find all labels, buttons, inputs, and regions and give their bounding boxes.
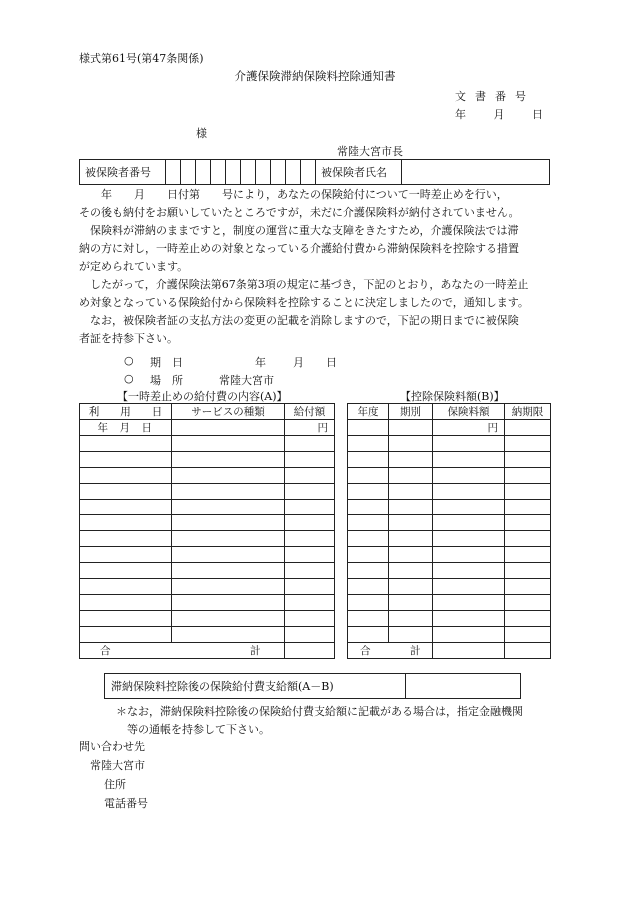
premium-cell[interactable] <box>433 451 505 467</box>
table-row <box>348 499 551 515</box>
period-cell[interactable] <box>389 610 433 626</box>
premium-cell[interactable] <box>433 563 505 579</box>
insured-number-digit[interactable] <box>166 160 181 185</box>
body-line: め対象となっている保険給付から保険料を控除することに決定しましたので，通知します。 <box>79 296 529 309</box>
addressee-suffix: 様 <box>196 127 207 140</box>
premium-cell[interactable] <box>433 515 505 531</box>
service-cell[interactable] <box>172 436 285 452</box>
body-line: 納の方に対し，一時差止めの対象となっている介護給付費から滞納保険料を控除する措置 <box>79 242 519 255</box>
insured-name-field[interactable] <box>402 160 550 185</box>
usage-date-cell[interactable] <box>80 626 172 642</box>
amount-cell[interactable] <box>285 579 335 595</box>
deadline-cell[interactable] <box>505 483 551 499</box>
table-row <box>80 483 335 499</box>
period-cell[interactable] <box>389 467 433 483</box>
table-row <box>80 420 335 436</box>
table-row <box>80 610 335 626</box>
insured-number-digit[interactable] <box>256 160 271 185</box>
period-cell[interactable] <box>389 594 433 610</box>
year-cell[interactable] <box>348 483 389 499</box>
service-cell[interactable] <box>172 515 285 531</box>
total-premium-cell[interactable] <box>433 642 505 658</box>
year-cell[interactable] <box>348 420 389 436</box>
col-period: 期別 <box>389 404 433 420</box>
premium-deduction-table <box>347 403 551 659</box>
doc-number-label: 文書番号 <box>455 90 535 103</box>
premium-cell[interactable] <box>433 547 505 563</box>
service-cell[interactable] <box>172 420 285 436</box>
note-line: ＊なお，滞納保険料控除後の保険給付費支給額に記載がある場合は，指定金融機関 <box>116 705 523 718</box>
col-benefit-amount: 給付額 <box>285 404 335 420</box>
table-row <box>80 436 335 452</box>
table-row <box>348 594 551 610</box>
service-cell[interactable] <box>172 467 285 483</box>
deadline-cell[interactable] <box>505 531 551 547</box>
body-line: 保険料が滞納のままですと，制度の運営に重大な支障をきたすため，介護保険法では滞 <box>79 224 519 237</box>
service-cell[interactable] <box>172 563 285 579</box>
net-benefit-label: 滞納保険料控除後の保険給付費支給額(A－B) <box>105 674 406 699</box>
usage-date-cell[interactable] <box>80 483 172 499</box>
insured-number-label: 被保険者番号 <box>80 160 166 185</box>
service-cell[interactable] <box>172 531 285 547</box>
year-cell[interactable] <box>348 563 389 579</box>
insured-number-digit[interactable] <box>271 160 286 185</box>
amount-cell[interactable] <box>285 499 335 515</box>
net-benefit-amount-field[interactable] <box>406 674 521 699</box>
insured-number-digit[interactable] <box>181 160 196 185</box>
bullet-place: ○ <box>124 372 134 385</box>
insured-id-table <box>79 159 550 185</box>
service-cell[interactable] <box>172 547 285 563</box>
table-row <box>80 531 335 547</box>
table-row <box>80 451 335 467</box>
service-cell[interactable] <box>172 626 285 642</box>
table-a-caption: 【一時差止めの給付費の内容(A)】 <box>117 390 288 403</box>
col-deadline: 納期限 <box>505 404 551 420</box>
table-row <box>348 436 551 452</box>
deadline-cell[interactable] <box>505 563 551 579</box>
service-cell[interactable] <box>172 483 285 499</box>
amount-cell[interactable] <box>285 436 335 452</box>
amount-cell[interactable] <box>285 531 335 547</box>
year-cell[interactable] <box>348 451 389 467</box>
issue-date <box>455 106 543 122</box>
table-row <box>348 610 551 626</box>
deadline-cell[interactable] <box>505 499 551 515</box>
col-usage-date: 利 用 日 <box>80 404 172 420</box>
usage-date-cell[interactable] <box>80 436 172 452</box>
period-cell[interactable] <box>389 531 433 547</box>
total-row <box>80 642 335 658</box>
col-premium-amount: 保険料額 <box>433 404 505 420</box>
premium-cell[interactable] <box>433 436 505 452</box>
amount-cell[interactable] <box>285 594 335 610</box>
appointment-day: 日 <box>326 356 337 369</box>
appointment-month: 月 <box>293 356 304 369</box>
year-cell[interactable] <box>348 547 389 563</box>
total-label-left: 合 <box>360 644 371 657</box>
table-b-caption: 【控除保険料額(B)】 <box>400 390 505 403</box>
appointment-year: 年 <box>255 356 266 369</box>
appointment-date-label: 期 日 <box>150 356 183 369</box>
period-cell[interactable] <box>389 547 433 563</box>
net-benefit-summary <box>104 673 521 699</box>
premium-cell[interactable] <box>433 579 505 595</box>
insured-number-digit[interactable] <box>196 160 211 185</box>
body-line: したがって，介護保険法第67条第3項の規定に基づき，下記のとおり，あなたの一時差止 <box>79 278 529 291</box>
place-value: 常陸大宮市 <box>219 374 274 387</box>
note-line: 等の通帳を持参して下さい。 <box>116 723 270 736</box>
table-row <box>348 626 551 642</box>
usage-date-cell[interactable] <box>80 515 172 531</box>
period-cell[interactable] <box>389 515 433 531</box>
amount-cell[interactable] <box>285 563 335 579</box>
service-cell[interactable] <box>172 451 285 467</box>
year-cell[interactable] <box>348 579 389 595</box>
total-amount-cell[interactable] <box>285 642 335 658</box>
body-line: なお，被保険者証の支払方法の変更の記載を消除しますので，下記の期日までに被保険 <box>79 314 519 327</box>
contact-organization: 常陸大宮市 <box>90 759 145 772</box>
period-cell[interactable] <box>389 436 433 452</box>
contact-heading: 問い合わせ先 <box>79 740 145 753</box>
insured-number-digit[interactable] <box>226 160 241 185</box>
total-deadline-cell[interactable] <box>505 642 551 658</box>
amount-cell[interactable] <box>285 467 335 483</box>
deadline-cell[interactable] <box>505 610 551 626</box>
table-row <box>80 563 335 579</box>
issue-date-year: 年 <box>455 108 466 121</box>
table-row <box>80 499 335 515</box>
premium-cell[interactable] <box>433 467 505 483</box>
deadline-cell[interactable] <box>505 515 551 531</box>
table-row <box>348 563 551 579</box>
year-cell[interactable] <box>348 499 389 515</box>
table-row <box>80 626 335 642</box>
premium-cell[interactable]: 円 <box>433 420 505 436</box>
period-cell[interactable] <box>389 499 433 515</box>
bank-passbook-note <box>116 703 556 739</box>
service-cell[interactable] <box>172 579 285 595</box>
year-cell[interactable] <box>348 531 389 547</box>
table-row <box>348 531 551 547</box>
period-cell[interactable] <box>389 420 433 436</box>
table-row <box>348 547 551 563</box>
amount-cell[interactable] <box>285 547 335 563</box>
period-cell[interactable] <box>389 579 433 595</box>
usage-date-cell[interactable] <box>80 610 172 626</box>
deadline-cell[interactable] <box>505 547 551 563</box>
period-cell[interactable] <box>389 483 433 499</box>
issue-date-month: 月 <box>493 108 505 121</box>
insured-number-digit[interactable] <box>211 160 226 185</box>
service-cell[interactable] <box>172 610 285 626</box>
usage-date-cell[interactable] <box>80 420 172 436</box>
insured-name-label: 被保険者氏名 <box>316 160 402 185</box>
usage-date-cell[interactable] <box>80 531 172 547</box>
body-line: が定められています。 <box>79 260 189 273</box>
table-row <box>80 547 335 563</box>
insured-number-digit[interactable] <box>301 160 316 185</box>
usage-date-cell[interactable] <box>80 563 172 579</box>
contact-phone-label: 電話番号 <box>104 797 148 810</box>
table-row <box>348 579 551 595</box>
table-row <box>348 483 551 499</box>
period-cell[interactable] <box>389 451 433 467</box>
table-row <box>80 515 335 531</box>
amount-cell[interactable] <box>285 483 335 499</box>
premium-cell[interactable] <box>433 499 505 515</box>
date-month-unit: 月 <box>119 422 130 434</box>
insured-number-digit[interactable] <box>286 160 301 185</box>
place-label: 場 所 <box>150 374 183 387</box>
year-cell[interactable] <box>348 626 389 642</box>
service-cell[interactable] <box>172 594 285 610</box>
table-row <box>348 515 551 531</box>
period-cell[interactable] <box>389 563 433 579</box>
benefit-suspension-table <box>79 403 335 659</box>
total-label-right: 計 <box>410 644 421 657</box>
year-cell[interactable] <box>348 467 389 483</box>
premium-cell[interactable] <box>433 594 505 610</box>
year-cell[interactable] <box>348 594 389 610</box>
service-cell[interactable] <box>172 499 285 515</box>
deadline-cell[interactable] <box>505 626 551 642</box>
table-row <box>348 451 551 467</box>
col-service-type: サービスの種類 <box>172 404 285 420</box>
body-line: 年 月 日付第 号により，あなたの保険給付について一時差止めを行い， <box>79 188 508 201</box>
sender: 常陸大宮市長 <box>337 145 403 158</box>
contact-address-label: 住所 <box>104 778 126 791</box>
usage-date-cell[interactable] <box>80 451 172 467</box>
col-fiscal-year: 年度 <box>348 404 389 420</box>
body-line: 者証を持参下さい。 <box>79 332 178 345</box>
amount-cell[interactable] <box>285 626 335 642</box>
bullet-date: ○ <box>124 354 134 367</box>
deadline-cell[interactable] <box>505 420 551 436</box>
insured-number-digit[interactable] <box>241 160 256 185</box>
premium-cell[interactable] <box>433 610 505 626</box>
usage-date-cell[interactable] <box>80 499 172 515</box>
year-cell[interactable] <box>348 515 389 531</box>
body-line: その後も納付をお願いしていたところですが，未だに介護保険料が納付されていません。 <box>79 206 520 219</box>
year-cell[interactable] <box>348 436 389 452</box>
issue-date-day: 日 <box>532 108 543 121</box>
table-row <box>80 594 335 610</box>
amount-cell[interactable] <box>285 515 335 531</box>
period-cell[interactable] <box>389 626 433 642</box>
deadline-cell[interactable] <box>505 594 551 610</box>
table-row <box>80 579 335 595</box>
table-row <box>348 467 551 483</box>
deadline-cell[interactable] <box>505 451 551 467</box>
document-title: 介護保険滞納保険料控除通知書 <box>234 69 396 83</box>
usage-date-cell[interactable] <box>80 579 172 595</box>
deadline-cell[interactable] <box>505 436 551 452</box>
table-row <box>348 420 551 436</box>
form-id: 様式第61号(第47条関係) <box>79 52 204 65</box>
deadline-cell[interactable] <box>505 467 551 483</box>
table-row <box>80 467 335 483</box>
amount-cell[interactable] <box>285 451 335 467</box>
total-label-cell <box>80 642 285 658</box>
usage-date-cell[interactable] <box>80 547 172 563</box>
premium-cell[interactable] <box>433 626 505 642</box>
date-year-unit: 年 <box>97 422 108 434</box>
amount-cell[interactable]: 円 <box>285 420 335 436</box>
amount-cell[interactable] <box>285 610 335 626</box>
total-row <box>348 642 551 658</box>
total-label-left: 合 <box>100 644 111 657</box>
deadline-cell[interactable] <box>505 579 551 595</box>
date-day-unit: 日 <box>141 422 152 434</box>
premium-cell[interactable] <box>433 531 505 547</box>
usage-date-cell[interactable] <box>80 594 172 610</box>
premium-cell[interactable] <box>433 483 505 499</box>
total-label-right: 計 <box>250 644 261 657</box>
usage-date-cell[interactable] <box>80 467 172 483</box>
total-label-cell <box>348 642 433 658</box>
year-cell[interactable] <box>348 610 389 626</box>
body-text <box>79 186 551 348</box>
